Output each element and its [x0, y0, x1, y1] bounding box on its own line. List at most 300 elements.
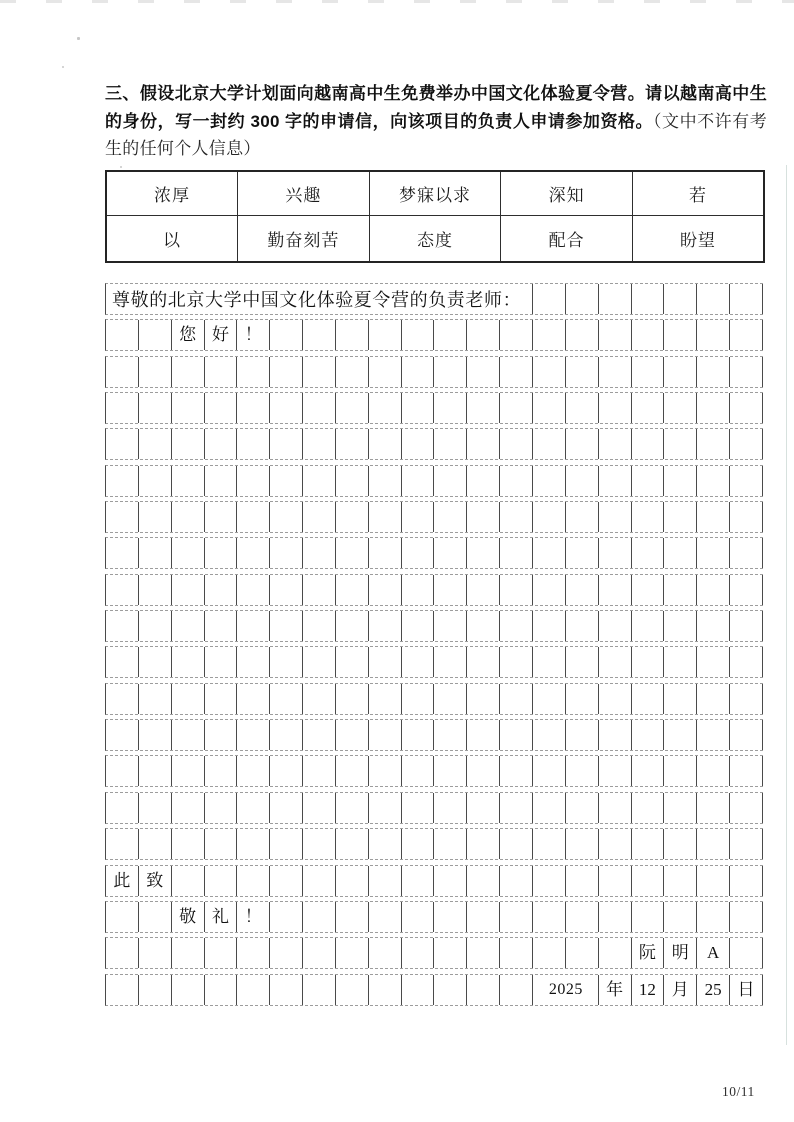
grid-cell	[500, 975, 533, 1005]
grid-cell	[402, 575, 435, 605]
grid-cell	[205, 975, 238, 1005]
grid-cell-written: 您	[172, 320, 205, 350]
grid-cell	[467, 611, 500, 641]
grid-cell	[205, 938, 238, 968]
grid-cell	[106, 502, 139, 532]
grid-cell	[664, 393, 697, 423]
grid-cell	[336, 975, 369, 1005]
grid-cell	[270, 938, 303, 968]
grid-cell	[139, 320, 172, 350]
grid-cell	[467, 866, 500, 896]
grid-cell	[697, 684, 730, 714]
grid-cell	[730, 357, 763, 387]
grid-cell	[205, 647, 238, 677]
grid-cell	[533, 829, 566, 859]
grid-cell	[697, 793, 730, 823]
grid-cell	[566, 684, 599, 714]
grid-cell	[369, 938, 402, 968]
grid-cell	[467, 720, 500, 750]
date-year-text: 2025	[534, 975, 598, 1005]
grid-cell-written: 好	[205, 320, 238, 350]
grid-cell	[336, 938, 369, 968]
grid-cell	[697, 320, 730, 350]
grid-cell	[106, 357, 139, 387]
grid-cell	[434, 938, 467, 968]
grid-cell	[664, 720, 697, 750]
grid-cell	[270, 720, 303, 750]
grid-cell	[566, 866, 599, 896]
grid-cell-written: 月	[664, 975, 697, 1005]
grid-cell	[533, 720, 566, 750]
grid-cell	[730, 502, 763, 532]
grid-cell	[139, 938, 172, 968]
grid-cell	[270, 611, 303, 641]
grid-cell	[237, 756, 270, 786]
grid-cell	[664, 866, 697, 896]
grid-cell	[730, 902, 763, 932]
grid-cell	[533, 320, 566, 350]
grid-row	[105, 683, 763, 715]
grid-cell	[303, 538, 336, 568]
grid-cell	[599, 429, 632, 459]
grid-cell	[303, 357, 336, 387]
scan-speck	[120, 166, 122, 168]
grid-cell	[632, 902, 665, 932]
grid-cell	[599, 284, 632, 314]
grid-cell	[599, 393, 632, 423]
grid-cell	[172, 793, 205, 823]
question-prompt	[105, 80, 767, 163]
grid-cell	[533, 466, 566, 496]
grid-cell	[106, 466, 139, 496]
grid-cell	[106, 393, 139, 423]
grid-cell	[106, 902, 139, 932]
grid-cell	[467, 538, 500, 568]
grid-cell	[599, 720, 632, 750]
grid-cell	[697, 647, 730, 677]
grid-cell	[336, 393, 369, 423]
grid-cell	[434, 975, 467, 1005]
grid-cell	[500, 575, 533, 605]
grid-cell	[336, 684, 369, 714]
grid-cell	[205, 756, 238, 786]
grid-cell	[730, 793, 763, 823]
grid-cell	[566, 829, 599, 859]
grid-cell	[270, 866, 303, 896]
grid-cell	[500, 720, 533, 750]
grid-cell	[237, 647, 270, 677]
grid-cell	[237, 938, 270, 968]
grid-cell	[303, 684, 336, 714]
grid-cell	[467, 429, 500, 459]
grid-cell	[434, 866, 467, 896]
grid-cell	[205, 866, 238, 896]
grid-cell	[369, 429, 402, 459]
grid-cell	[467, 684, 500, 714]
grid-cell-written: 此	[106, 866, 139, 896]
grid-cell	[139, 393, 172, 423]
grid-cell	[566, 611, 599, 641]
grid-cell	[434, 611, 467, 641]
grid-cell	[599, 575, 632, 605]
grid-cell	[730, 284, 763, 314]
grid-cell	[566, 429, 599, 459]
grid-cell	[632, 284, 665, 314]
grid-cell	[632, 320, 665, 350]
salutation-text: 尊敬的北京大学中国文化体验夏令营的负责老师：	[107, 284, 529, 314]
grid-cell	[664, 466, 697, 496]
grid-cell	[434, 684, 467, 714]
grid-cell	[205, 429, 238, 459]
grid-cell	[730, 575, 763, 605]
grid-cell	[270, 393, 303, 423]
vocab-row	[106, 171, 764, 216]
grid-cell	[303, 466, 336, 496]
grid-cell	[500, 829, 533, 859]
grid-cell	[172, 393, 205, 423]
grid-cell	[599, 938, 632, 968]
grid-cell	[402, 866, 435, 896]
grid-cell	[500, 357, 533, 387]
grid-cell	[139, 793, 172, 823]
grid-cell	[336, 429, 369, 459]
grid-cell	[434, 647, 467, 677]
grid-cell	[632, 502, 665, 532]
grid-cell	[697, 611, 730, 641]
grid-row	[105, 865, 763, 897]
grid-cell	[730, 466, 763, 496]
grid-cell	[566, 357, 599, 387]
grid-cell	[434, 320, 467, 350]
grid-cell	[172, 866, 205, 896]
grid-cell	[336, 829, 369, 859]
grid-cell	[205, 611, 238, 641]
grid-cell	[664, 611, 697, 641]
grid-cell	[139, 357, 172, 387]
grid-cell	[664, 793, 697, 823]
grid-cell	[172, 466, 205, 496]
grid-cell	[237, 829, 270, 859]
grid-cell	[467, 829, 500, 859]
grid-cell	[500, 466, 533, 496]
grid-cell	[303, 647, 336, 677]
grid-cell	[566, 756, 599, 786]
grid-cell	[467, 575, 500, 605]
grid-cell	[369, 829, 402, 859]
grid-cell	[303, 320, 336, 350]
scan-speck	[77, 37, 80, 40]
grid-cell	[434, 793, 467, 823]
grid-cell	[369, 575, 402, 605]
grid-row	[105, 901, 763, 933]
grid-cell	[369, 684, 402, 714]
grid-cell	[533, 647, 566, 677]
grid-cell	[139, 611, 172, 641]
grid-cell	[730, 866, 763, 896]
grid-cell	[237, 429, 270, 459]
grid-cell	[402, 720, 435, 750]
grid-cell	[172, 611, 205, 641]
grid-cell	[369, 647, 402, 677]
grid-cell	[402, 320, 435, 350]
grid-cell-written: 12	[632, 975, 665, 1005]
grid-cell	[632, 393, 665, 423]
grid-cell	[467, 902, 500, 932]
grid-cell	[172, 538, 205, 568]
grid-cell-written: 致	[139, 866, 172, 896]
grid-cell	[139, 575, 172, 605]
grid-cell	[664, 684, 697, 714]
grid-cell	[467, 502, 500, 532]
grid-cell	[566, 720, 599, 750]
grid-cell	[172, 975, 205, 1005]
grid-cell	[500, 393, 533, 423]
grid-cell	[566, 647, 599, 677]
grid-cell	[500, 866, 533, 896]
grid-cell	[336, 756, 369, 786]
grid-cell	[632, 575, 665, 605]
grid-cell	[205, 393, 238, 423]
grid-cell	[500, 684, 533, 714]
grid-row	[105, 428, 763, 460]
grid-cell	[303, 611, 336, 641]
grid-cell	[303, 575, 336, 605]
grid-cell	[106, 647, 139, 677]
grid-cell	[599, 466, 632, 496]
grid-cell	[434, 357, 467, 387]
grid-cell	[402, 975, 435, 1005]
vocab-cell: 勤奋刻苦	[238, 216, 370, 263]
grid-cell	[697, 393, 730, 423]
grid-cell	[402, 502, 435, 532]
grid-cell	[205, 829, 238, 859]
grid-cell	[467, 466, 500, 496]
grid-cell	[533, 902, 566, 932]
grid-cell	[434, 756, 467, 786]
scan-artifact-top	[0, 0, 794, 3]
grid-cell	[599, 866, 632, 896]
grid-cell	[139, 756, 172, 786]
grid-cell-written: ！	[237, 320, 270, 350]
grid-cell	[566, 538, 599, 568]
grid-cell	[336, 866, 369, 896]
grid-cell	[697, 502, 730, 532]
grid-cell	[599, 538, 632, 568]
grid-cell	[566, 502, 599, 532]
grid-cell	[434, 538, 467, 568]
grid-cell	[533, 866, 566, 896]
grid-cell	[205, 538, 238, 568]
grid-cell	[599, 611, 632, 641]
grid-cell	[664, 502, 697, 532]
grid-cell	[467, 647, 500, 677]
grid-cell	[369, 975, 402, 1005]
grid-cell	[500, 538, 533, 568]
grid-cell	[664, 429, 697, 459]
grid-cell	[303, 756, 336, 786]
grid-cell	[500, 611, 533, 641]
grid-cell	[599, 902, 632, 932]
grid-cell	[336, 793, 369, 823]
grid-cell	[697, 829, 730, 859]
grid-cell	[402, 793, 435, 823]
grid-cell	[369, 902, 402, 932]
grid-row	[105, 392, 763, 424]
grid-cell	[467, 393, 500, 423]
grid-cell	[533, 756, 566, 786]
question-text: 三、假设北京大学计划面向越南高中生免费举办中国文化体验夏令营。请以越南高中生的身份，写一封约 300 字的申请信，向该项目的负责人申请参加资格。	[105, 84, 767, 131]
composition-grid	[105, 283, 763, 1010]
grid-cell	[664, 320, 697, 350]
grid-row	[105, 755, 763, 787]
grid-cell	[270, 538, 303, 568]
grid-cell	[270, 320, 303, 350]
grid-cell	[369, 793, 402, 823]
grid-cell	[402, 684, 435, 714]
grid-cell	[172, 829, 205, 859]
grid-cell	[270, 829, 303, 859]
grid-cell	[632, 720, 665, 750]
grid-cell	[237, 393, 270, 423]
grid-cell-written: 25	[697, 975, 730, 1005]
grid-cell-written: 阮	[632, 938, 665, 968]
grid-cell-written: 敬	[172, 902, 205, 932]
grid-cell	[664, 575, 697, 605]
grid-cell	[336, 902, 369, 932]
grid-cell	[599, 793, 632, 823]
grid-cell	[664, 284, 697, 314]
vocab-cell: 浓厚	[106, 171, 238, 216]
grid-cell	[533, 611, 566, 641]
grid-cell	[599, 320, 632, 350]
grid-cell	[730, 429, 763, 459]
grid-cell	[270, 466, 303, 496]
grid-cell	[369, 393, 402, 423]
grid-cell	[270, 429, 303, 459]
grid-cell	[434, 502, 467, 532]
page-number: 10/11	[722, 1084, 755, 1099]
grid-cell	[500, 647, 533, 677]
grid-cell	[369, 538, 402, 568]
vocab-cell: 若	[632, 171, 764, 216]
grid-cell	[664, 902, 697, 932]
grid-cell	[303, 866, 336, 896]
grid-row	[105, 792, 763, 824]
grid-cell	[139, 502, 172, 532]
scan-artifact-right	[786, 165, 787, 1045]
grid-cell	[434, 720, 467, 750]
grid-cell	[730, 393, 763, 423]
grid-cell	[730, 938, 763, 968]
grid-cell	[533, 357, 566, 387]
grid-cell	[402, 902, 435, 932]
grid-cell	[106, 575, 139, 605]
grid-cell	[237, 684, 270, 714]
grid-cell	[172, 720, 205, 750]
grid-cell	[106, 720, 139, 750]
vocab-cell: 以	[106, 216, 238, 263]
grid-cell	[336, 720, 369, 750]
grid-cell	[369, 720, 402, 750]
grid-row	[105, 319, 763, 351]
grid-cell	[632, 866, 665, 896]
grid-cell	[697, 575, 730, 605]
grid-cell-written: ！	[237, 902, 270, 932]
grid-cell	[533, 284, 566, 314]
grid-cell	[533, 938, 566, 968]
grid-cell	[402, 357, 435, 387]
grid-cell	[106, 320, 139, 350]
grid-cell	[697, 429, 730, 459]
grid-cell	[369, 320, 402, 350]
grid-cell	[566, 320, 599, 350]
grid-cell	[533, 793, 566, 823]
grid-row	[105, 610, 763, 642]
grid-cell	[402, 538, 435, 568]
grid-cell	[303, 429, 336, 459]
grid-cell	[730, 720, 763, 750]
grid-row	[105, 646, 763, 678]
grid-cell	[336, 502, 369, 532]
grid-cell	[106, 538, 139, 568]
grid-cell	[270, 502, 303, 532]
grid-cell	[369, 611, 402, 641]
grid-cell	[632, 793, 665, 823]
grid-cell	[237, 502, 270, 532]
grid-cell	[336, 611, 369, 641]
grid-cell	[336, 538, 369, 568]
vocab-cell: 盼望	[632, 216, 764, 263]
grid-cell	[106, 975, 139, 1005]
grid-cell	[566, 938, 599, 968]
grid-cell	[336, 357, 369, 387]
grid-cell	[237, 866, 270, 896]
grid-cell	[434, 902, 467, 932]
grid-cell	[139, 684, 172, 714]
grid-cell	[336, 575, 369, 605]
grid-cell	[730, 647, 763, 677]
grid-row	[105, 537, 763, 569]
grid-cell	[205, 466, 238, 496]
grid-cell	[566, 902, 599, 932]
grid-cell	[237, 538, 270, 568]
grid-cell	[402, 429, 435, 459]
grid-cell	[106, 429, 139, 459]
grid-cell	[697, 284, 730, 314]
grid-cell	[270, 975, 303, 1005]
grid-cell-written: 年	[599, 975, 632, 1005]
grid-cell	[500, 938, 533, 968]
grid-cell	[467, 320, 500, 350]
grid-cell	[270, 357, 303, 387]
grid-cell	[237, 466, 270, 496]
grid-cell	[106, 793, 139, 823]
grid-cell	[730, 756, 763, 786]
grid-cell	[697, 466, 730, 496]
grid-cell	[533, 393, 566, 423]
grid-cell	[139, 647, 172, 677]
grid-cell	[172, 647, 205, 677]
grid-cell	[369, 866, 402, 896]
grid-cell	[205, 793, 238, 823]
grid-cell	[303, 502, 336, 532]
grid-cell	[270, 575, 303, 605]
grid-cell	[434, 829, 467, 859]
grid-cell	[139, 829, 172, 859]
grid-cell	[632, 647, 665, 677]
grid-cell	[434, 466, 467, 496]
grid-cell	[599, 357, 632, 387]
